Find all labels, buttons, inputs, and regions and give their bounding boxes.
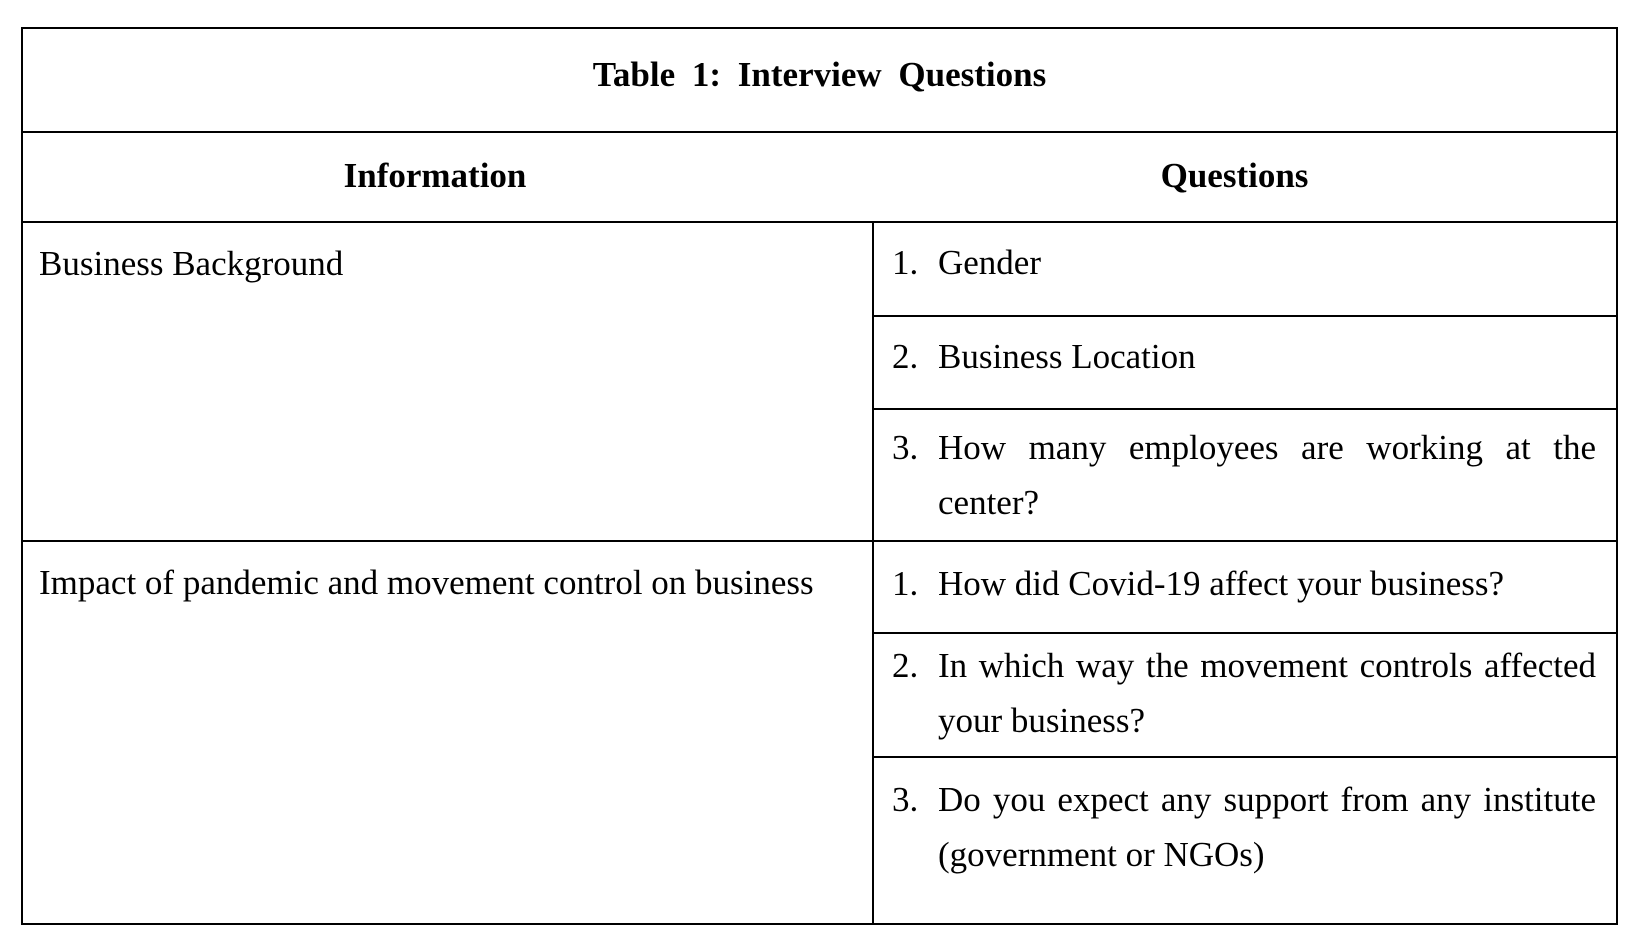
question-item: [892, 556, 1596, 611]
interview-questions-table: [21, 27, 1618, 925]
question-number: 2.: [892, 646, 919, 685]
header-information: [22, 132, 873, 222]
question-number: 1.: [892, 243, 919, 282]
question-text: In which way the movement controls affected your business?: [938, 646, 1597, 740]
information-text: Business Background: [39, 244, 344, 283]
question-item: [892, 420, 1596, 530]
table-header-row: [22, 132, 1617, 222]
question-cell: [873, 633, 1617, 757]
table-row: [22, 541, 1617, 633]
question-cell: [873, 757, 1617, 924]
question-cell: [873, 316, 1617, 409]
question-text: Business Location: [938, 337, 1196, 376]
table-title-cell: [22, 28, 1617, 132]
information-text: Impact of pandemic and movement control on business: [39, 563, 814, 602]
table-title: Table 1: Interview Questions: [592, 54, 1047, 94]
table-title-row: [22, 28, 1617, 132]
question-number: 3.: [892, 428, 919, 467]
header-information-label: Information: [343, 155, 527, 195]
header-questions-label: Questions: [1160, 155, 1309, 195]
question-text: Do you expect any support from any institute (government or NGOs): [938, 780, 1597, 874]
question-item: [892, 638, 1596, 748]
question-number: 3.: [892, 780, 919, 819]
information-cell: [22, 541, 873, 924]
question-number: 1.: [892, 564, 919, 603]
question-item: [892, 772, 1596, 882]
question-cell: [873, 409, 1617, 541]
question-item: [892, 329, 1596, 384]
information-cell: [22, 222, 873, 541]
question-number: 2.: [892, 337, 919, 376]
question-cell: [873, 222, 1617, 316]
question-text: How did Covid-19 affect your business?: [938, 564, 1505, 603]
question-item: [892, 235, 1596, 290]
question-text: Gender: [938, 243, 1042, 282]
question-cell: [873, 541, 1617, 633]
header-questions: [873, 132, 1617, 222]
table-row: [22, 222, 1617, 316]
question-text: How many employees are working at the center?: [938, 428, 1597, 522]
